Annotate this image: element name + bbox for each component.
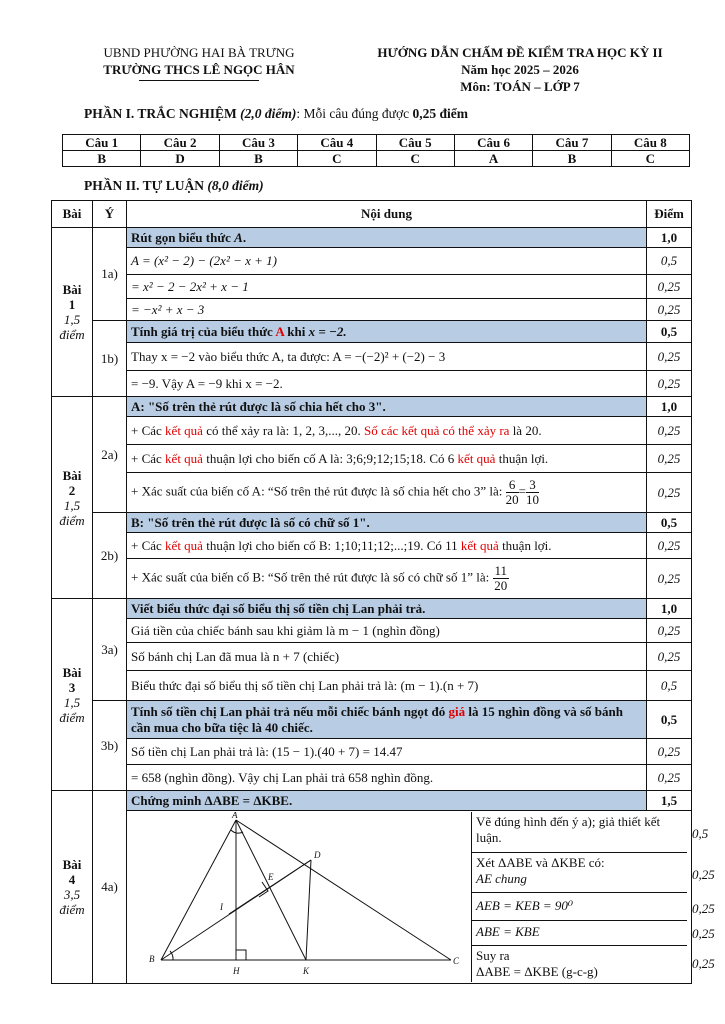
- table-row: [52, 321, 692, 343]
- part2-title: PHẦN II. TỰ LUẬN: [84, 178, 205, 193]
- bai2-heading-a: A: "Số trên thẻ rút được là số chia hết cho 3".: [127, 397, 647, 417]
- bai1-heading-b: Tính giá trị của biểu thức A khi x = −2.: [127, 321, 647, 343]
- bai1-step1: A = (x² − 2) − (2x² − x + 1): [127, 248, 647, 275]
- question-cell: Câu 1: [63, 135, 141, 151]
- points-cell: 0,25: [657, 537, 681, 553]
- part1-title: PHẦN I. TRẮC NGHIỆM: [84, 106, 237, 121]
- answer-key-answers: [63, 151, 690, 167]
- part2-heading: [84, 178, 264, 194]
- table-row: [52, 299, 692, 321]
- bai2-step4: + Các kết quả thuận lợi cho biến cố B: 1;10;11;12;...;19. Có 11 kết quả thuận lợi.: [127, 533, 647, 559]
- table-row: [52, 701, 692, 739]
- proof-step2: Xét ΔABE và ΔKBE có: AE chung: [472, 853, 687, 894]
- segment-id: [229, 860, 311, 914]
- table-row: A B C D E H I K Vẽ đúng hình đến ý a); giả thiết kết luận. Xét ΔABE và ΔKBE có: AE chung AEB = KEB = 90⁰ ABE = KBE Suy ra ΔABE = ΔKBE (g-c-g) 0,5 0,25 0,25 0,25 0,25: [52, 811, 692, 984]
- bai2-step1: + Các kết quả có thể xảy ra là: 1, 2, 3,..., 20. Số các kết quả có thể xảy ra là 20.: [127, 417, 647, 445]
- label-e: E: [268, 872, 274, 882]
- grading-table: [51, 200, 715, 984]
- school-header: [84, 44, 314, 81]
- y-1a: 1a): [93, 228, 127, 321]
- label-c: C: [453, 956, 460, 966]
- bai3-label: Bài 3 1,5 điểm: [52, 599, 93, 791]
- proof-step3: AEB = KEB = 90⁰: [472, 893, 687, 921]
- answer-key-table: [62, 134, 690, 167]
- points-cell: 0,5: [647, 701, 692, 739]
- bai3-heading-a: Viết biểu thức đại số biểu thị số tiền chị Lan phải trả.: [127, 599, 647, 619]
- bai2-step5: + Xác suất của biến cố B: “Số trên thẻ rút được là số có chữ số 1” là: $\frac{11}{20}$: [127, 559, 647, 599]
- answer-cell: C: [611, 151, 689, 167]
- question-cell: Câu 8: [611, 135, 689, 151]
- bai4-content: [127, 811, 692, 984]
- points-cell: 0,25: [657, 648, 681, 664]
- question-cell: Câu 6: [454, 135, 532, 151]
- y-4a: 4a): [93, 791, 127, 984]
- label-i: I: [220, 902, 223, 912]
- table-row: [52, 599, 692, 619]
- label-h: H: [233, 966, 240, 976]
- exam-header: [350, 44, 690, 95]
- points-cell: 0,5: [660, 677, 678, 693]
- points-cell: 1,0: [647, 228, 692, 248]
- points-cell: 0,25: [657, 743, 681, 759]
- proof-step5: Suy ra ΔABE = ΔKBE (g-c-g): [476, 948, 598, 979]
- table-row: [52, 739, 692, 765]
- table-row: [52, 643, 692, 671]
- y-1b: 1b): [93, 321, 127, 397]
- points-cell: 0,5: [660, 253, 678, 268]
- table-row: [52, 791, 692, 811]
- bai2-label: Bài 2 1,5 điểm: [52, 397, 93, 599]
- points-cell: 0,25: [657, 348, 681, 364]
- bai1-heading-a: Rút gọn biểu thức A.: [127, 228, 647, 248]
- segment-ab: [161, 820, 236, 960]
- right-angle-e: [259, 882, 268, 897]
- answer-cell: B: [533, 151, 611, 167]
- segment-kd: [306, 860, 311, 960]
- answer-cell: A: [454, 151, 532, 167]
- bai1-step5: = −9. Vậy A = −9 khi x = −2.: [127, 371, 647, 397]
- table-row: [52, 513, 692, 533]
- points-cell: 1,0: [647, 599, 692, 619]
- table-row: [52, 343, 692, 371]
- bai1-step4: Thay x = −2 vào biểu thức A, ta được: A = −(−2)² + (−2) − 3: [127, 343, 647, 371]
- bai3-step3: Biểu thức đại số biểu thị số tiền chị Lan phải trả là: (m − 1).(n + 7): [127, 671, 647, 701]
- proof-step4: ABE = KBE: [472, 921, 687, 946]
- grading-table-header: [52, 201, 692, 228]
- table-row: [52, 417, 692, 445]
- y-2a: 2a): [93, 397, 127, 513]
- answer-cell: B: [63, 151, 141, 167]
- part1-desc: : Mỗi câu đúng được: [296, 106, 413, 121]
- answer-cell: B: [219, 151, 297, 167]
- label-b: B: [149, 954, 155, 964]
- points-cell: 0,25: [657, 769, 681, 785]
- triangle-diagram: [131, 812, 471, 982]
- bai2-step2: + Các kết quả thuận lợi cho biến cố A là: 3;6;9;12;15;18. Có 6 kết quả thuận lợi.: [127, 445, 647, 473]
- answer-key-questions: [63, 135, 690, 151]
- header-underline: [139, 80, 259, 81]
- proof-steps: [472, 812, 687, 982]
- points-cell: 1,0: [647, 397, 692, 417]
- answer-cell: D: [141, 151, 219, 167]
- answer-cell: C: [376, 151, 454, 167]
- bai1-step2: = x² − 2 − 2x² + x − 1: [127, 275, 647, 299]
- part1-points: (2,0 điểm): [240, 106, 297, 121]
- table-row: [52, 473, 692, 513]
- proof-step1: Vẽ đúng hình đến ý a); giả thiết kết luận.: [472, 812, 687, 853]
- question-cell: Câu 5: [376, 135, 454, 151]
- bai2-step3: + Xác suất của biến cố A: “Số trên thẻ rút được là số chia hết cho 3” là: $\frac{6}{20}$ = $\frac{3}{10}$: [127, 473, 647, 513]
- points-cell: 1,5: [647, 791, 692, 811]
- col-diem: Điểm: [647, 201, 692, 228]
- y-3b: 3b): [93, 701, 127, 791]
- part1-heading: [84, 106, 468, 122]
- table-row: [52, 248, 692, 275]
- y-3a: 3a): [93, 599, 127, 701]
- points-cell: 0,25: [657, 278, 681, 294]
- subject: Môn: TOÁN – LỚP 7: [460, 79, 580, 94]
- table-row: [52, 671, 692, 701]
- label-k: K: [303, 966, 310, 976]
- label-a: A: [232, 812, 238, 820]
- table-row: [52, 559, 692, 599]
- points-cell: 0,25: [657, 484, 681, 500]
- points-cell: 0,5: [647, 513, 692, 533]
- school-name: TRƯỜNG THCS LÊ NGỌC HÂN: [103, 62, 295, 77]
- table-row: [52, 371, 692, 397]
- district-name: UBND PHƯỜNG HAI BÀ TRƯNG: [103, 45, 295, 60]
- question-cell: Câu 4: [298, 135, 376, 151]
- table-row: [52, 397, 692, 417]
- col-noidung: Nội dung: [127, 201, 647, 228]
- points-cell: 0,25: [657, 375, 681, 391]
- question-cell: Câu 7: [533, 135, 611, 151]
- bai1-label: Bài 1 1,5 điểm: [52, 228, 93, 397]
- bai3-heading-b: Tính số tiền chị Lan phải trả nếu mỗi chiếc bánh ngọt đó giá là 15 nghìn đồng và số bánh cần mua cho bữa tiệc là 40 chiếc.: [127, 701, 647, 739]
- bai2-heading-b: B: "Số trên thẻ rút được là số có chữ số 1".: [127, 513, 647, 533]
- geometry-figure: [131, 812, 472, 982]
- points-cell: 0,25: [657, 301, 681, 317]
- col-bai: Bài: [52, 201, 93, 228]
- bai3-step2: Số bánh chị Lan đã mua là n + 7 (chiếc): [127, 643, 647, 671]
- part2-points: (8,0 điểm): [207, 178, 264, 193]
- table-row: [52, 619, 692, 643]
- points-cell: 0,25: [657, 622, 681, 638]
- question-cell: Câu 3: [219, 135, 297, 151]
- table-row: [52, 445, 692, 473]
- bai3-step5: = 658 (nghìn đồng). Vậy chị Lan phải trả 658 nghìn đồng.: [127, 765, 647, 791]
- segment-ac: [236, 820, 451, 960]
- table-row: [52, 533, 692, 559]
- doc-title: HƯỚNG DẪN CHẤM ĐỀ KIỂM TRA HỌC KỲ II: [377, 45, 663, 60]
- bai4-heading-a: Chứng minh ΔABE = ΔKBE.: [127, 791, 647, 811]
- points-cell: 0,25: [657, 450, 681, 466]
- right-angle-h: [236, 950, 246, 960]
- points-cell: 0,25: [657, 570, 681, 586]
- col-y: Ý: [93, 201, 127, 228]
- school-year: Năm học 2025 – 2026: [461, 62, 579, 77]
- bai1-step3: = −x² + x − 3: [127, 299, 647, 321]
- label-d: D: [314, 850, 321, 860]
- table-row: [52, 765, 692, 791]
- segment-ak: [236, 820, 306, 960]
- answer-cell: C: [298, 151, 376, 167]
- table-row: [52, 275, 692, 299]
- y-2b: 2b): [93, 513, 127, 599]
- part1-each: 0,25 điểm: [412, 106, 468, 121]
- bai4-label: Bài 4 3,5 điểm: [52, 791, 93, 984]
- points-cell: 0,25: [657, 422, 681, 438]
- table-row: [52, 228, 692, 248]
- points-cell: 0,5: [647, 321, 692, 343]
- question-cell: Câu 2: [141, 135, 219, 151]
- bai3-step4: Số tiền chị Lan phải trả là: (15 − 1).(40 + 7) = 14.47: [127, 739, 647, 765]
- bai3-step1: Giá tiền của chiếc bánh sau khi giảm là m − 1 (nghìn đồng): [127, 619, 647, 643]
